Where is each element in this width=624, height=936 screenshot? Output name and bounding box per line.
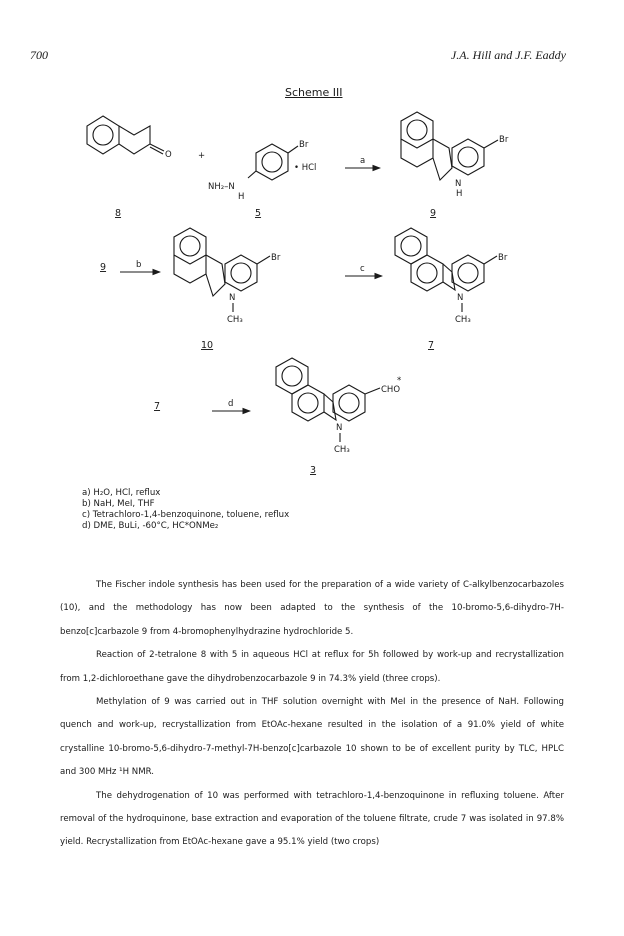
oxygen-label: O — [165, 150, 172, 160]
compound-5-label: 5 — [255, 208, 262, 219]
bromine-label: Br — [299, 140, 309, 150]
scheme-title: Scheme III — [285, 86, 343, 99]
bromine-label: Br — [499, 135, 509, 145]
methyl-label: CH₃ — [334, 445, 350, 455]
compound-9-structure — [401, 112, 498, 180]
compound-8-label: 8 — [115, 208, 122, 219]
compound-8-structure — [87, 116, 172, 160]
compound-7-label: 7 — [428, 340, 435, 351]
step-a-label: a — [360, 156, 366, 166]
compound-9-label: 9 — [430, 208, 437, 219]
body-text — [60, 574, 564, 855]
paragraph-fischer: The Fischer indole synthesis has been used for the preparation of a wide variety of C-alkylbenzocarbazoles (10), and the methodology has now been adapted to the synthesis of the 10-bromo-5,6-dihydro-7H-benzo[c]carbazole 9 from 4-bromophenylhydrazine hydrochloride 5. — [60, 580, 564, 637]
condition-d: d) DME, BuLi, -60°C, HC*ONMe₂ — [82, 521, 219, 531]
bromine-label: Br — [271, 253, 281, 263]
methyl-label: CH₃ — [455, 315, 471, 325]
compound-3-structure — [276, 358, 380, 442]
isotope-star-label: * — [397, 376, 402, 386]
page-number: 700 — [30, 48, 48, 62]
compound-9-start-label: 9 — [100, 262, 107, 273]
compound-7-start-label: 7 — [154, 401, 161, 412]
paragraph-methylation: Methylation of 9 was carried out in THF solution overnight with MeI in the presence of NaH. Following quench and work-up, recrystallization from EtOAc-hexane resulted in the isolation of a 91.0% yield of white crystalline 10-bromo-5,6-dihydro-7-methyl-7H-benzo[c]carbazole 10 shown to be of excellent purity by TLC, HPLC and 300 MHz ¹H NMR. — [60, 697, 564, 778]
compound-5-structure — [248, 144, 298, 180]
paragraph-dehydrogenation: The dehydrogenation of 10 was performed with tetrachloro-1,4-benzoquinone in refluxing toluene. After removal of the hydroquinone, base extraction and evaporation of the toluene filtrate, crude 7 was isolated in 97.8% yield. Recrystallization from EtOAc-hexane gave a 95.1% yield (two crops) — [60, 790, 564, 848]
compound-10-structure — [174, 228, 270, 312]
plus-sign: + — [198, 151, 206, 161]
nitrogen-label: N — [457, 293, 464, 303]
nh-hydrogen-label: H — [456, 189, 463, 199]
aldehyde-label: CHO — [381, 385, 401, 395]
condition-a: a) H₂O, HCl, reflux — [82, 488, 161, 498]
step-b-label: b — [136, 260, 142, 270]
condition-c: c) Tetrachloro-1,4-benzoquinone, toluene, reflux — [82, 510, 290, 520]
nitrogen-label: N — [229, 293, 236, 303]
hcl-label: • HCl — [294, 163, 317, 173]
running-head: J.A. Hill and J.F. Eaddy — [450, 48, 566, 62]
compound-10-label: 10 — [201, 340, 214, 351]
step-c-label: c — [360, 264, 365, 274]
reaction-scheme — [0, 100, 624, 480]
condition-b: b) NaH, MeI, THF — [82, 499, 155, 509]
step-d-label: d — [228, 399, 234, 409]
compound-7-structure — [395, 228, 497, 312]
bromine-label: Br — [498, 253, 508, 263]
nitrogen-label: N — [455, 179, 462, 189]
compound-3-label: 3 — [310, 465, 317, 476]
hydrazine-label: NH₂–N — [208, 182, 235, 192]
methyl-label: CH₃ — [227, 315, 243, 325]
reaction-conditions — [82, 488, 289, 532]
paragraph-reaction: Reaction of 2-tetralone 8 with 5 in aqueous HCl at reflux for 5h followed by work-up and recrystallization from 1,2-dichloroethane gave the dihydrobenzocarbazole 9 in 74.3% yield (three crops). — [60, 650, 564, 684]
nitrogen-label: N — [336, 423, 343, 433]
hydrazine-h-label: H — [238, 192, 245, 202]
